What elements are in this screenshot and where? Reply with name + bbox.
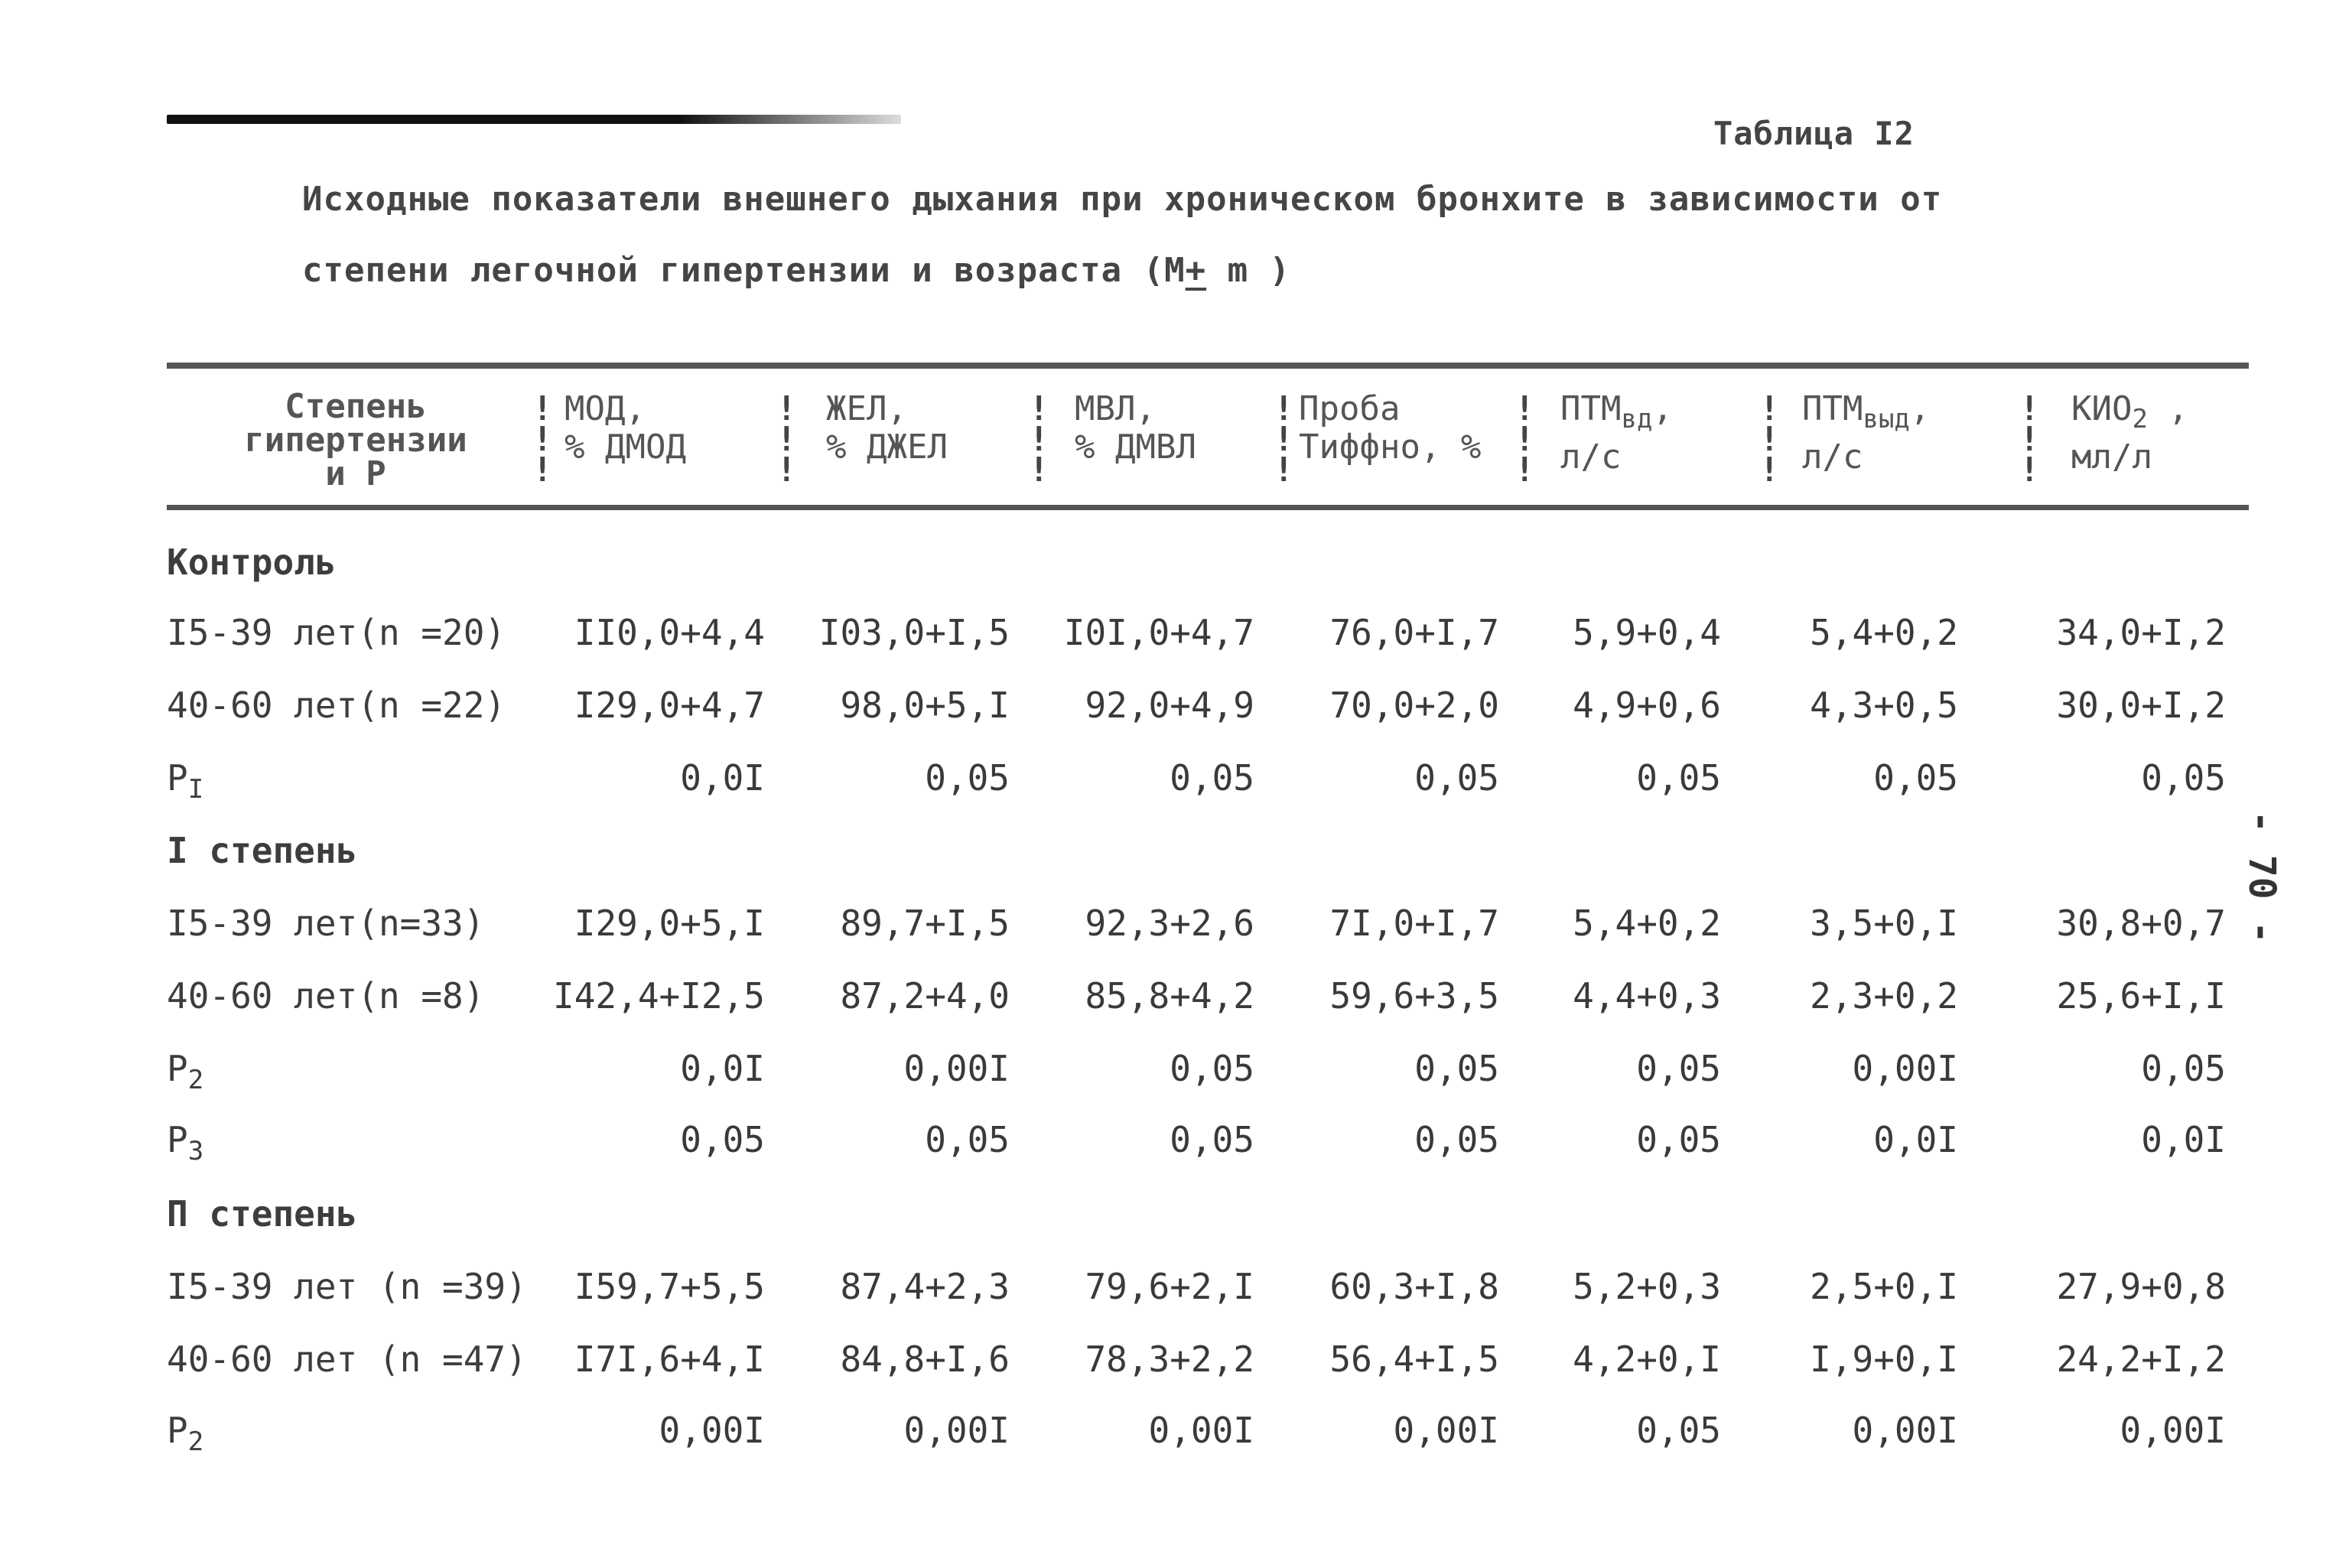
table-caption-line-2 [302,251,2176,290]
separator-mark: ! [1514,451,1535,490]
cell-mod: 0,00I [659,1410,765,1451]
cell-tiffno: 76,0+I,7 [1329,612,1499,653]
cell-tiffno: 56,4+I,5 [1329,1339,1499,1380]
cell-tiffno: 0,05 [1414,1119,1499,1160]
cell-tiffno: 0,05 [1414,1048,1499,1089]
cell-zhel: 0,00I [903,1048,1010,1089]
cell-mvl: 79,6+2,I [1085,1266,1254,1307]
cell-zhel: 87,4+2,3 [840,1266,1010,1307]
cell-tiffno: 70,0+2,0 [1329,685,1499,726]
section-control: Контроль [167,542,337,583]
row-label: I5-39 лет(n =20) [167,612,506,653]
cell-mod: 0,05 [680,1119,765,1160]
row-label: 40-60 лет(n =8) [167,975,485,1017]
p-sub: I [187,774,204,805]
cell-tiffno: 60,3+I,8 [1329,1266,1499,1307]
cell-ptm-vd: 4,4+0,3 [1573,975,1721,1017]
separator-mark: ! [1759,420,1780,459]
cell-ptm-vd: 0,05 [1636,757,1721,799]
header-separator [1029,389,1049,490]
row-label: 40-60 лет (n =47) [167,1339,527,1380]
table-caption-line-1: Исходные показатели внешнего дыхания при хроническом бронхите в зависимости от [302,180,1943,219]
caption-m: М [1164,251,1186,290]
row-label-p [167,1119,203,1166]
header-sub: 2 [2132,403,2148,434]
cell-ptm-vyd: 0,00I [1852,1410,1958,1451]
separator-mark: ! [1274,389,1294,428]
header-mvl [1075,390,1304,497]
separator-mark: ! [776,451,797,490]
header-degree [195,387,516,497]
header-degree-line: Степень [285,387,427,426]
header-tiffno [1299,390,1528,497]
cell-ptm-vyd: 4,3+0,5 [1810,685,1958,726]
cell-mod: I42,4+I2,5 [553,975,765,1017]
header-main: КИО [2071,389,2133,428]
cell-zhel: 87,2+4,0 [840,975,1010,1017]
separator-mark: ! [532,420,553,459]
cell-mvl: 92,0+4,9 [1085,685,1254,726]
cell-zhel: 98,0+5,I [840,685,1010,726]
header-separator [1759,389,1780,490]
cell-mvl: 0,00I [1148,1410,1254,1451]
separator-mark: ! [1029,420,1049,459]
header-ptm-vd-title [1560,390,1759,438]
separator-mark: ! [1029,451,1049,490]
separator-mark: ! [1759,451,1780,490]
cell-kio2: 0,00I [2120,1410,2226,1451]
separator-mark: ! [2019,389,2040,428]
header-tail: , [1909,389,1931,428]
header-degree-line: и Р [325,454,386,493]
separator-mark: ! [532,451,553,490]
header-mvl-line: МВЛ, [1075,389,1156,428]
cell-mvl: I0I,0+4,7 [1063,612,1254,653]
cell-tiffno: 0,00I [1393,1410,1499,1451]
cell-kio2: 30,0+I,2 [2056,685,2226,726]
cell-tiffno: 0,05 [1414,757,1499,799]
header-bottom-rule [167,505,2249,510]
cell-kio2: 30,8+0,7 [2056,903,2226,944]
separator-mark: ! [776,420,797,459]
caption-text: степени легочной гипертензии и возраста ( [302,251,1165,290]
cell-ptm-vd: 0,05 [1636,1119,1721,1160]
header-mvl-line: % ДМВЛ [1075,428,1196,467]
separator-mark: ! [2019,420,2040,459]
cell-ptm-vyd: 0,05 [1873,757,1958,799]
header-mod-line: МОД, [564,389,646,428]
header-separator [776,389,797,490]
cell-kio2: 27,9+0,8 [2056,1266,2226,1307]
cell-kio2: 0,05 [2141,757,2226,799]
cell-mod: I29,0+5,I [574,903,765,944]
cell-ptm-vyd: 3,5+0,I [1810,903,1958,944]
cell-mvl: 85,8+4,2 [1085,975,1254,1017]
cell-mod: I7I,6+4,I [574,1339,765,1380]
header-tail: , [1652,389,1673,428]
header-separator [532,389,553,490]
row-label: I5-39 лет(n=33) [167,903,485,944]
page-number: - 70 - [2240,811,2283,944]
cell-mvl: 0,05 [1170,1048,1254,1089]
header-zhel-line: % ДЖЕЛ [826,428,948,467]
header-separator [2019,389,2040,490]
header-separator [1274,389,1294,490]
cell-mod: I29,0+4,7 [574,685,765,726]
cell-tiffno: 7I,0+I,7 [1329,903,1499,944]
separator-mark: ! [1759,389,1780,428]
p-main: P [167,1048,188,1089]
cell-kio2: 24,2+I,2 [2056,1339,2226,1380]
cell-ptm-vyd: 0,0I [1873,1119,1958,1160]
row-label-p [167,1048,203,1095]
p-main: P [167,757,188,799]
header-ptm-vyd-unit: л/с [1802,437,1863,477]
separator-mark: ! [1274,451,1294,490]
header-tail: , [2147,389,2188,428]
header-kio2 [2071,390,2255,497]
header-ptm-vd-unit: л/с [1560,437,1622,477]
header-ptm-vd [1560,390,1759,497]
header-main: ПТМ [1802,389,1863,428]
cell-ptm-vyd: I,9+0,I [1810,1339,1958,1380]
cell-mod: II0,0+4,4 [574,612,765,653]
header-kio2-title [2071,390,2255,438]
cell-zhel: 0,05 [925,757,1010,799]
header-sub: вд [1621,403,1653,434]
separator-mark: ! [1029,389,1049,428]
separator-mark: ! [776,389,797,428]
separator-mark: ! [1514,389,1535,428]
cell-kio2: 25,6+I,I [2056,975,2226,1017]
header-tiffno-line: Проба [1299,389,1401,428]
separator-mark: ! [1514,420,1535,459]
cell-zhel: 0,05 [925,1119,1010,1160]
cell-mvl: 92,3+2,6 [1085,903,1254,944]
cell-ptm-vd: 5,2+0,3 [1573,1266,1721,1307]
header-degree-line: гипертензии [244,421,467,460]
cell-mvl: 0,05 [1170,1119,1254,1160]
header-sub: выд [1863,403,1910,434]
row-label-p [167,757,203,805]
top-rule [167,115,901,124]
p-sub: 2 [187,1065,204,1096]
cell-mvl: 0,05 [1170,757,1254,799]
cell-ptm-vyd: 2,3+0,2 [1810,975,1958,1017]
row-label: 40-60 лет(n =22) [167,685,506,726]
cell-ptm-vd: 0,05 [1636,1410,1721,1451]
header-separator [1514,389,1535,490]
header-top-rule [167,363,2249,369]
header-main: ПТМ [1560,389,1622,428]
header-ptm-vyd-title [1802,390,2001,438]
cell-mod: I59,7+5,5 [574,1266,765,1307]
p-main: P [167,1410,188,1451]
separator-mark: ! [1274,420,1294,459]
cell-ptm-vd: 5,4+0,2 [1573,903,1721,944]
header-kio2-unit: мл/л [2071,437,2152,477]
cell-mod: 0,0I [680,757,765,799]
header-zhel [826,390,1056,497]
section-degree-1: I степень [167,830,358,871]
cell-tiffno: 59,6+3,5 [1329,975,1499,1017]
cell-kio2: 34,0+I,2 [2056,612,2226,653]
cell-ptm-vyd: 0,00I [1852,1048,1958,1089]
cell-ptm-vd: 5,9+0,4 [1573,612,1721,653]
cell-ptm-vyd: 5,4+0,2 [1810,612,1958,653]
cell-ptm-vd: 4,2+0,I [1573,1339,1721,1380]
row-label: I5-39 лет (n =39) [167,1266,527,1307]
separator-mark: ! [2019,451,2040,490]
cell-kio2: 0,0I [2141,1119,2226,1160]
cell-ptm-vd: 4,9+0,6 [1573,685,1721,726]
table-label: Таблица I2 [1713,115,1915,152]
row-label-p [167,1410,203,1457]
cell-zhel: 89,7+I,5 [840,903,1010,944]
p-sub: 2 [187,1426,204,1458]
cell-kio2: 0,05 [2141,1048,2226,1089]
header-tiffno-line: Тиффно, % [1299,428,1482,467]
cell-zhel: I03,0+I,5 [818,612,1010,653]
cell-zhel: 84,8+I,6 [840,1339,1010,1380]
cell-ptm-vd: 0,05 [1636,1048,1721,1089]
separator-mark: ! [532,389,553,428]
cell-zhel: 0,00I [903,1410,1010,1451]
p-sub: 3 [187,1136,204,1167]
header-mod-line: % ДМОД [564,428,686,467]
header-ptm-vyd [1802,390,2001,497]
caption-plus-minus: + [1185,251,1207,290]
section-degree-2: П степень [167,1193,358,1235]
cell-mod: 0,0I [680,1048,765,1089]
header-zhel-line: ЖЕЛ, [826,389,907,428]
header-mod [564,390,794,497]
caption-m-tail: m ) [1206,251,1291,290]
p-main: P [167,1119,188,1160]
cell-ptm-vyd: 2,5+0,I [1810,1266,1958,1307]
cell-mvl: 78,3+2,2 [1085,1339,1254,1380]
